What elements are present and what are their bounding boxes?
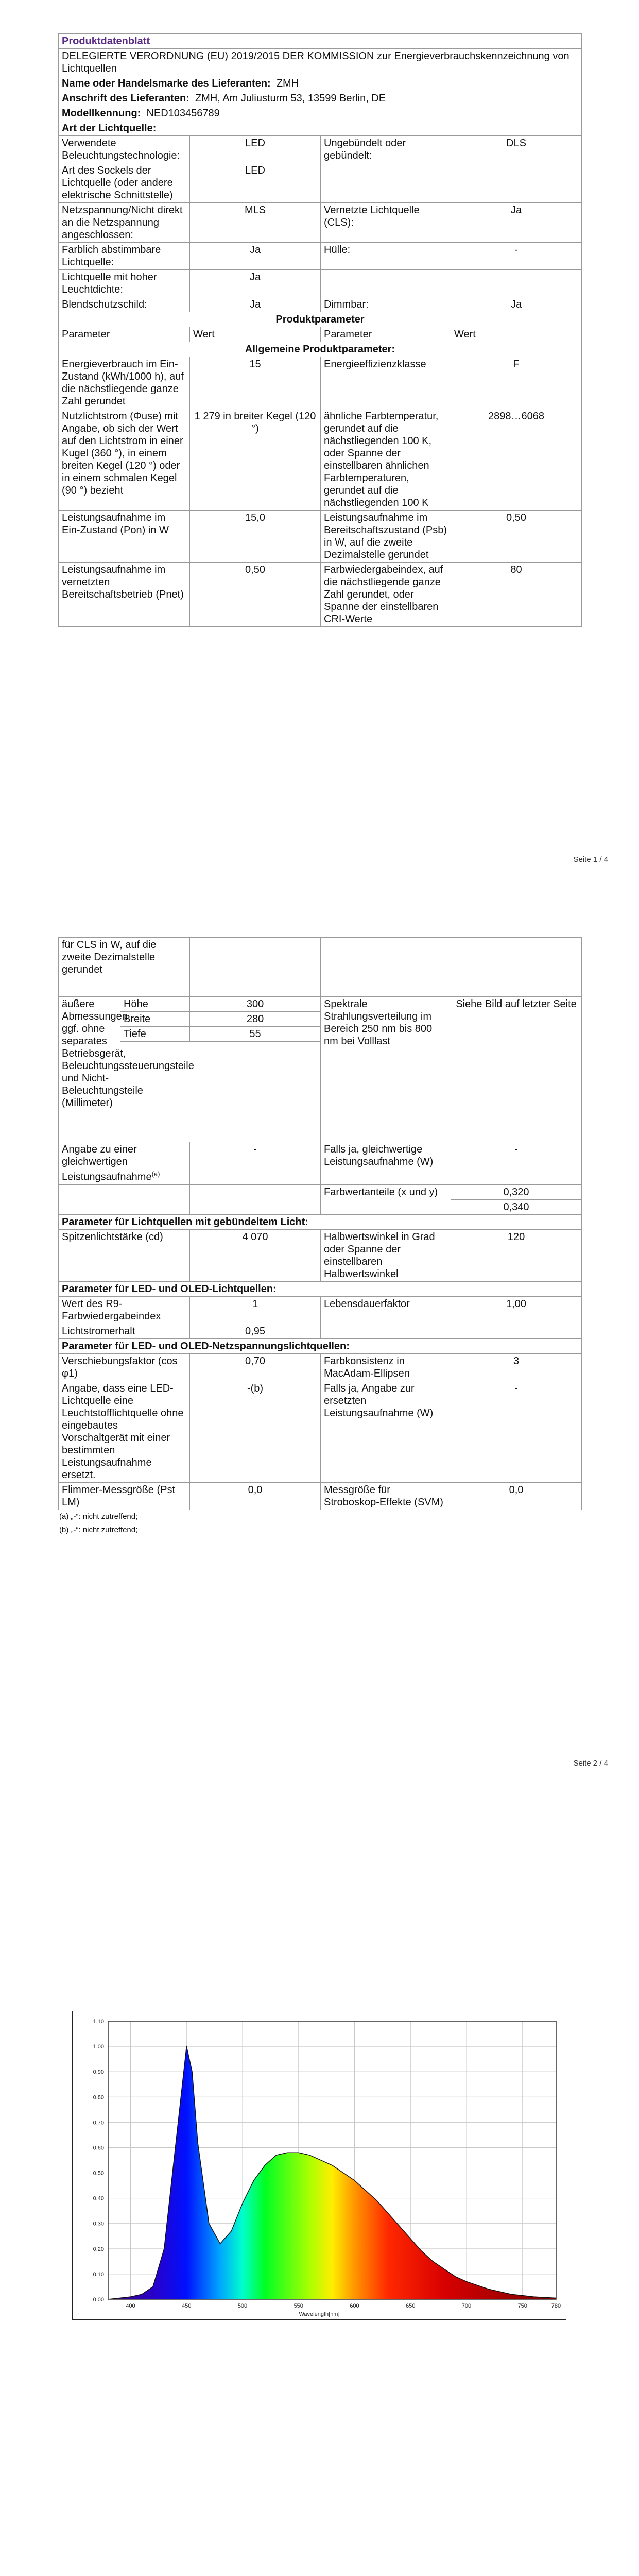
cell-value: 1 279 in breiter Kegel (120 °) [190,409,321,511]
cell-value: 0,50 [451,511,582,563]
cell-value: 0,95 [190,1324,321,1338]
cell-value [451,163,582,203]
dimension-name: Breite [120,1012,190,1027]
datasheet-table-2 [58,937,581,1537]
table-row [59,1296,582,1324]
y-tick-label: 1.10 [93,2019,104,2025]
cell-label: Energieeffizienzklasse [321,357,451,409]
cell-label: Lichtquelle mit hoher Leuchtdichte: [59,270,190,297]
supplier-name-label: Name oder Handelsmarke des Lieferanten: [62,78,271,89]
cell-label: Farbwiedergabeindex, auf die nächstliegende ganze Zahl gerundet, oder Spanne der einstellbaren CRI-Werte [321,563,451,627]
table-row [59,297,582,312]
table-row [59,938,582,997]
table-row [59,1381,582,1482]
cell-empty [59,1184,190,1214]
table-row [59,1324,582,1338]
table-row [59,270,582,297]
cell-label: Farbkonsistenz in MacAdam-Ellipsen [321,1353,451,1381]
cell-label: Spitzenlichtstärke (cd) [59,1229,190,1281]
page-title: Produktdatenblatt [59,34,582,49]
cell-label: Lichtstromerhalt [59,1324,190,1338]
cell-value: 4 070 [190,1229,321,1281]
general-params-heading: Allgemeine Produktparameter: [59,342,582,357]
x-tick-label: 600 [350,2303,359,2309]
page-number: Seite 1 / 4 [573,855,608,864]
cell-value: LED [190,163,321,203]
table-row [59,563,582,627]
page-3 [0,1807,639,2576]
cell-value: Ja [190,270,321,297]
cell-label [321,163,451,203]
cell-label: Falls ja, Angabe zur ersetzten Leistungsaufnahme (W) [321,1381,451,1482]
page-1 [0,0,639,904]
x-tick-label: 550 [293,2303,303,2309]
x-tick-label: 650 [406,2303,416,2309]
cell-value: F [451,357,582,409]
supplier-address-row [59,91,582,106]
dimensions-label: äußere Abmessungen, ggf. ohne separates Betriebsgerät, Beleuchtungssteuerungsteile und Nicht-Beleuchtungsteile (Millimeter) [59,997,120,1142]
cell-value: 0,70 [190,1353,321,1381]
model-id: NED103456789 [146,108,220,119]
cell-label: Art des Sockels der Lichtquelle (oder andere elektrische Schnittstelle) [59,163,190,203]
cell-label: Messgröße für Stroboskop-Effekte (SVM) [321,1482,451,1510]
y-tick-label: 0.60 [93,2145,104,2151]
cell-value [451,270,582,297]
directional-heading: Parameter für Lichtquellen mit gebündeltem Licht: [59,1214,582,1229]
cell-empty [120,1042,321,1142]
y-tick-label: 0.80 [93,2094,104,2101]
table-row [59,136,582,163]
y-tick-label: 1.00 [93,2044,104,2050]
y-tick-label: 0.70 [93,2120,104,2126]
cell-value: DLS [451,136,582,163]
cell-value: Siehe Bild auf letzter Seite [451,997,582,1142]
table-row [59,243,582,270]
x-tick-label: 450 [182,2303,192,2309]
cell-label: Nutzlichtstrom (Φuse) mit Angabe, ob sich der Wert auf den Lichtstrom in einer Kugel (360 °), in einem breiten Kegel (120 °) oder in einem schmalen Kegel (90 °) bezieht [59,409,190,511]
cell-value: 0,320 [451,1184,582,1199]
cell-label: Lebensdauerfaktor [321,1296,451,1324]
cell-empty [321,1324,451,1338]
cell-label: Flimmer-Messgröße (Pst LM) [59,1482,190,1510]
cell-label: ähnliche Farbtemperatur, gerundet auf die nächstliegenden 100 K, oder Spanne der einstellbaren ähnlichen Farbtemperaturen, gerundet auf die nächstliegenden 100 K [321,409,451,511]
cell-label: Farblich abstimmbare Lichtquelle: [59,243,190,270]
x-tick-label: 400 [126,2303,135,2309]
table-row [59,997,582,1012]
cell-label: Angabe, dass eine LED-Lichtquelle eine Leuchtstofflichtquelle ohne eingebautes Vorschaltgerät mit einer bestimmten Leistungsaufnahme ersetzt. [59,1381,190,1482]
led-oled-heading: Parameter für LED- und OLED-Lichtquellen: [59,1281,582,1296]
column-header: Wert [451,327,582,342]
cell-value: 0,50 [190,563,321,627]
cell-value: 1 [190,1296,321,1324]
equiv-label: Angabe zu einer gleichwertigen Leistungsaufnahme [62,1144,152,1183]
cell-value [190,938,321,997]
cell-value: Ja [451,297,582,312]
cell-value: - [451,1142,582,1185]
cell-value: 2898…6068 [451,409,582,511]
model-label: Modellkennung: [62,108,141,119]
footnote-a: (a) „-“: nicht zutreffend; [59,1512,138,1521]
dimension-name: Höhe [120,997,190,1012]
table-header-row [59,327,582,342]
supplier-name-row [59,76,582,91]
dimension-value: 55 [190,1027,321,1042]
column-header: Wert [190,327,321,342]
cell-label: Falls ja, gleichwertige Leistungsaufnahme (W) [321,1142,451,1185]
page-2 [0,904,639,1807]
cell-label: Netzspannung/Nicht direkt an die Netzspannung angeschlossen: [59,203,190,243]
x-tick-label: 780 [551,2303,561,2309]
cell-value: MLS [190,203,321,243]
table-row [59,203,582,243]
cell-label: Halbwertswinkel in Grad oder Spanne der einstellbaren Halbwertswinkel [321,1229,451,1281]
x-tick-label: 700 [461,2303,472,2309]
cell-label: Leistungsaufnahme im Ein-Zustand (Pon) in W [59,511,190,563]
cell-label: für CLS in W, auf die zweite Dezimalstelle gerundet [59,938,190,997]
table-row [59,1184,582,1199]
cell-label: Wert des R9-Farbwiedergabeindex [59,1296,190,1324]
table-row [59,1482,582,1510]
supplier-address-label: Anschrift des Lieferanten: [62,93,189,104]
cell-label: Angabe zu einer gleichwertigen Leistungsaufnahme$^{(a)}$ [59,1142,190,1185]
x-axis-label: Wavelength[nm] [299,2311,340,2317]
regulation-text: DELEGIERTE VERORDNUNG (EU) 2019/2015 DER KOMMISSION zur Energieverbrauchskennzeichnung von Lichtquellen [59,49,582,76]
model-row [59,106,582,121]
cell-label: Hülle: [321,243,451,270]
column-header: Parameter [59,327,190,342]
dimension-value: 300 [190,997,321,1012]
table-row [59,357,582,409]
cell-value: 15,0 [190,511,321,563]
cell-label: Farbwertanteile (x und y) [321,1184,451,1214]
cell-value: Ja [190,297,321,312]
product-params-heading: Produktparameter [59,312,582,327]
cell-empty [451,1324,582,1338]
cell-label: Ungebündelt oder gebündelt: [321,136,451,163]
cell-value: 0,0 [451,1482,582,1510]
y-tick-label: 0.20 [93,2246,104,2252]
supplier-name: ZMH [276,78,299,89]
supplier-address: ZMH, Am Juliusturm 53, 13599 Berlin, DE [195,93,386,104]
cell-value: 0,0 [190,1482,321,1510]
cell-value: 15 [190,357,321,409]
y-tick-label: 0.50 [93,2170,104,2177]
cell-label: Leistungsaufnahme im vernetzten Bereitschaftsbetrieb (Pnet) [59,563,190,627]
y-tick-label: 0.00 [93,2297,104,2303]
x-tick-label: 500 [237,2303,248,2309]
light-source-heading: Art der Lichtquelle: [59,121,582,136]
table-row [59,409,582,511]
column-header: Parameter [321,327,451,342]
table-row [59,511,582,563]
dimension-value: 280 [190,1012,321,1027]
table-row [59,1142,582,1185]
cell-value: Ja [451,203,582,243]
cell-value: - [451,1381,582,1482]
cell-label: Verschiebungsfaktor (cos φ1) [59,1353,190,1381]
cell-value: 3 [451,1353,582,1381]
y-tick-label: 0.40 [93,2195,104,2202]
cell-value: - [451,243,582,270]
cell-label [321,938,451,997]
cell-value: 80 [451,563,582,627]
mains-heading: Parameter für LED- und OLED-Netzspannungslichtquellen: [59,1338,582,1353]
cell-label: Energieverbrauch im Ein-Zustand (kWh/1000 h), auf die nächstliegende ganze Zahl gerundet [59,357,190,409]
cell-value: 1,00 [451,1296,582,1324]
table-row [59,1229,582,1281]
cell-label [321,270,451,297]
cell-label: Vernetzte Lichtquelle (CLS): [321,203,451,243]
x-tick-label: 750 [517,2303,527,2309]
cell-value: Ja [190,243,321,270]
cell-value: LED [190,136,321,163]
cell-value: -(b) [190,1381,321,1482]
y-tick-label: 0.10 [93,2271,104,2278]
footnote-b: (b) „-“: nicht zutreffend; [59,1525,138,1534]
y-tick-label: 0.30 [93,2221,104,2227]
cell-empty [190,1184,321,1214]
cell-label: Leistungsaufnahme im Bereitschaftszustand (Psb) in W, auf die zweite Dezimalstelle gerundet [321,511,451,563]
cell-label: Blendschutzschild: [59,297,190,312]
datasheet-table-1 [58,33,581,627]
cell-value: 0,340 [451,1199,582,1214]
table-row [59,1353,582,1381]
dimension-name: Tiefe [120,1027,190,1042]
y-tick-label: 0.90 [93,2069,104,2076]
cell-label: Spektrale Strahlungsverteilung im Bereich 250 nm bis 800 nm bei Volllast [321,997,451,1142]
cell-label: Verwendete Beleuchtungstechnologie: [59,136,190,163]
spectral-distribution-chart [72,2011,566,2320]
cell-value: - [190,1142,321,1185]
cell-value: 120 [451,1229,582,1281]
page-number: Seite 2 / 4 [573,1759,608,1768]
cell-label: Dimmbar: [321,297,451,312]
cell-value [451,938,582,997]
table-row [59,163,582,203]
